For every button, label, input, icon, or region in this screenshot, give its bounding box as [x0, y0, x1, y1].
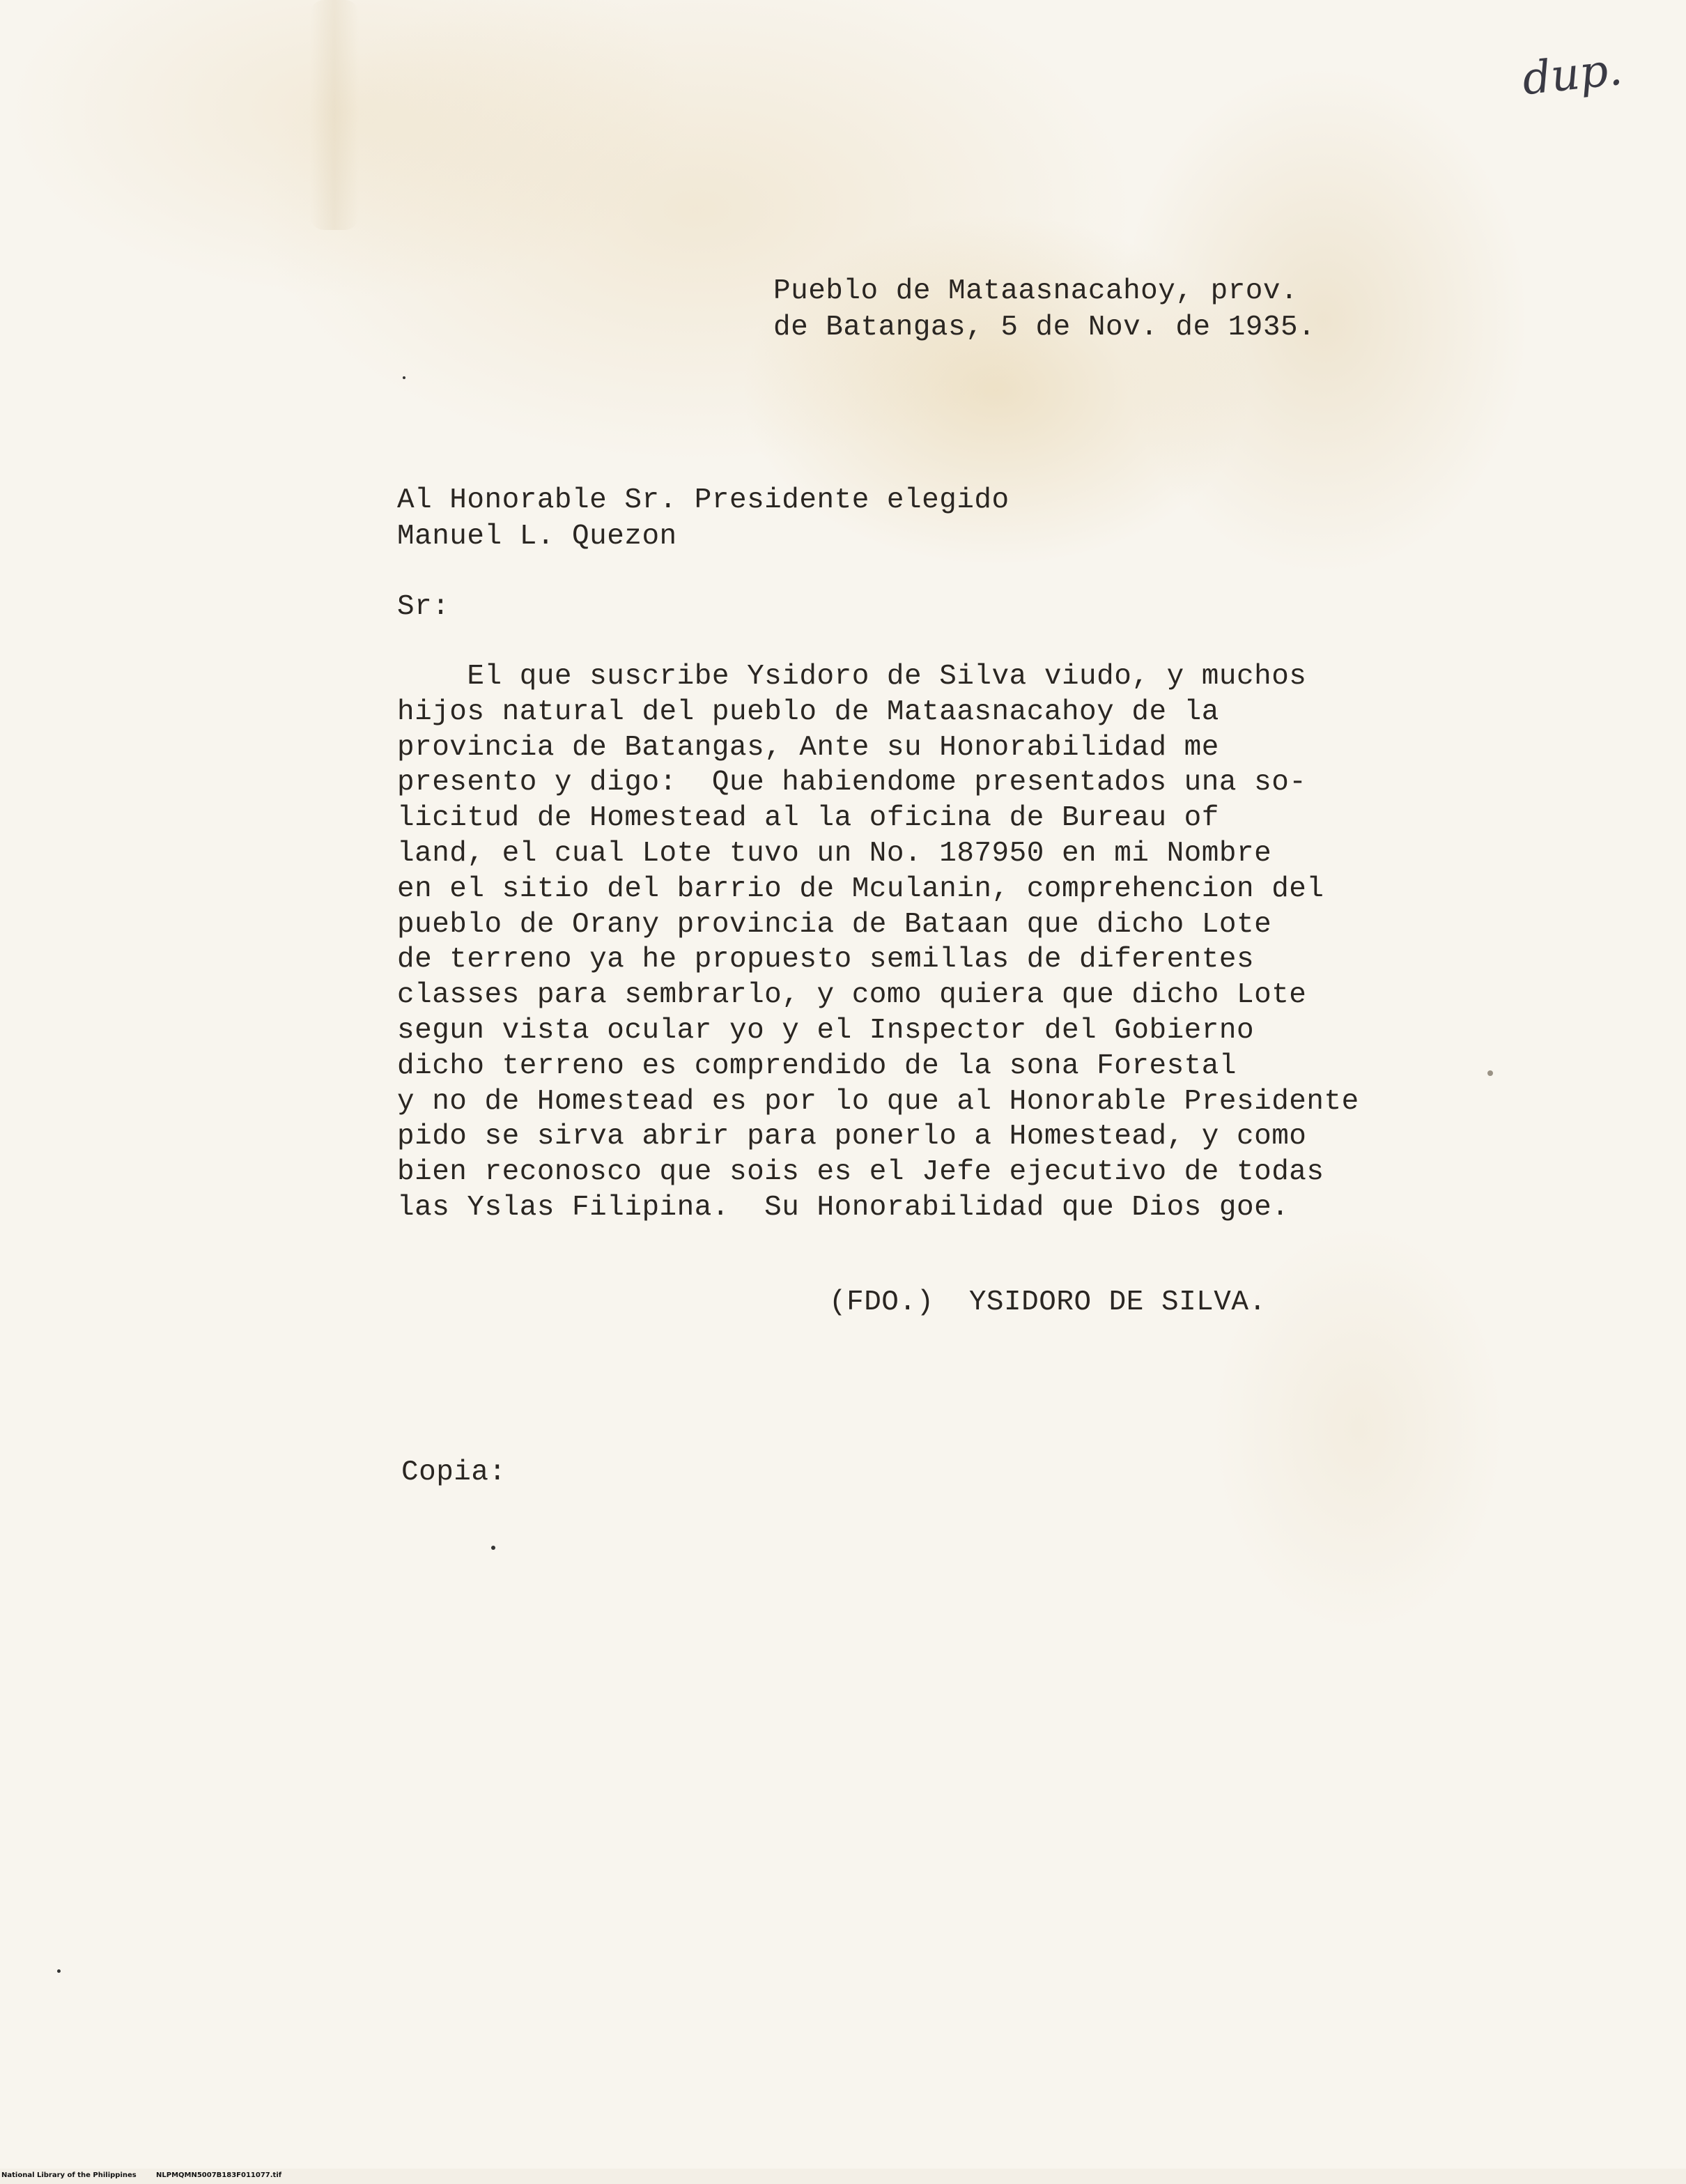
- body-line: de terreno ya he propuesto semillas de diferentes: [397, 944, 1255, 976]
- handwritten-note: dup.: [1519, 43, 1625, 106]
- salutation: Sr:: [397, 591, 450, 623]
- body-line: land, el cual Lote tuvo un No. 187950 en mi Nombre: [397, 837, 1272, 870]
- addressee-line-1: Al Honorable Sr. Presidente elegido: [397, 484, 1010, 516]
- body-line: las Yslas Filipina. Su Honorabilidad que Dios goe.: [397, 1191, 1290, 1224]
- footer-filename-label: NLPMQMN5007B183F011077.tif: [156, 2171, 282, 2179]
- ink-speck: [1487, 1070, 1493, 1076]
- ink-speck: [57, 1969, 61, 1973]
- copia-label: Copia:: [401, 1456, 506, 1489]
- body-line: segun vista ocular yo y el Inspector del Gobierno: [397, 1014, 1255, 1047]
- ink-speck: [491, 1546, 495, 1550]
- signature: (FDO.) YSIDORO DE SILVA.: [829, 1286, 1267, 1318]
- body-line: y no de Homestead es por lo que al Honorable Presidente: [397, 1085, 1359, 1118]
- dateline-line-1: Pueblo de Mataasnacahoy, prov.: [773, 275, 1299, 307]
- ink-speck: [403, 376, 405, 379]
- paper-fold-stain: [310, 0, 359, 230]
- body-line: licitud de Homestead al la oficina de Bureau of: [397, 802, 1219, 835]
- addressee: [397, 482, 1010, 555]
- letter-body: [397, 659, 1359, 1226]
- body-line: pido se sirva abrir para ponerlo a Homestead, y como: [397, 1121, 1307, 1153]
- body-line: presento y digo: Que habiendome presentados una so-: [397, 767, 1307, 799]
- footer-library-label: National Library of the Philippines: [1, 2171, 137, 2179]
- addressee-line-2: Manuel L. Quezon: [397, 521, 677, 553]
- dateline-line-2: de Batangas, 5 de Nov. de 1935.: [773, 312, 1316, 344]
- body-line: dicho terreno es comprendido de la sona Forestal: [397, 1049, 1237, 1082]
- body-line: en el sitio del barrio de Mculanin, comprehencion del: [397, 872, 1324, 905]
- body-line: El que suscribe Ysidoro de Silva viudo, y muchos: [397, 661, 1307, 693]
- body-line: pueblo de Orany provincia de Bataan que dicho Lote: [397, 908, 1272, 941]
- dateline: [773, 273, 1315, 346]
- body-line: classes para sembrarlo, y como quiera que dicho Lote: [397, 979, 1307, 1012]
- body-line: provincia de Batangas, Ante su Honorabilidad me: [397, 731, 1219, 764]
- body-line: bien reconosco que sois es el Jefe ejecutivo de todas: [397, 1156, 1324, 1189]
- body-line: hijos natural del pueblo de Mataasnacahoy de la: [397, 695, 1219, 728]
